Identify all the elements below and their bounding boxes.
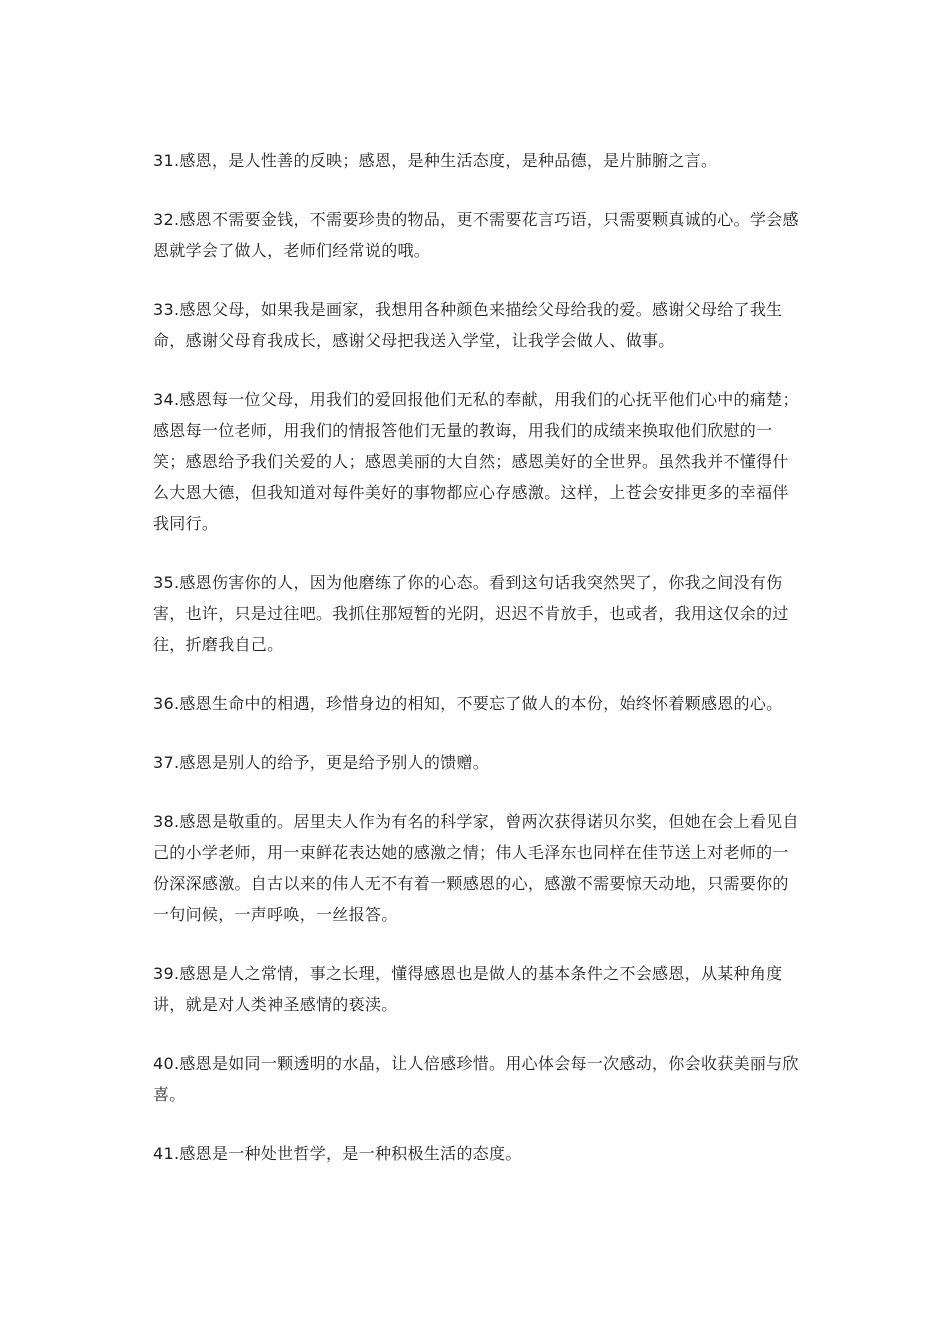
paragraph-38: 38.感恩是敬重的。居里夫人作为有名的科学家，曾两次获得诺贝尔奖，但她在会上看见自己的小学老师，用一束鲜花表达她的感激之情；伟人毛泽东也同样在佳节送上对老师的一份深深感激。自古以来的伟人无不有着一颗感恩的心，感激不需要惊天动地，只需要你的一句问候，一声呼唤，一丝报答。 bbox=[153, 812, 799, 924]
document-body bbox=[153, 145, 801, 1197]
paragraph-39: 39.感恩是人之常情，事之长理，懂得感恩也是做人的基本条件之不会感恩，从某种角度讲，就是对人类神圣感情的亵渎。 bbox=[153, 964, 783, 1014]
paragraph-32: 32.感恩不需要金钱，不需要珍贵的物品，更不需要花言巧语，只需要颗真诚的心。学会感恩就学会了做人，老师们经常说的哦。 bbox=[153, 210, 799, 260]
paragraph-31: 31.感恩，是人性善的反映；感恩，是种生活态度，是种品德，是片肺腑之言。 bbox=[153, 151, 718, 170]
paragraph-35: 35.感恩伤害你的人，因为他磨练了你的心态。看到这句话我突然哭了，你我之间没有伤害，也许，只是过往吧。我抓住那短暂的光阴，迟迟不肯放手，也或者，我用这仅余的过往，折磨我自己。 bbox=[153, 573, 789, 654]
paragraph-34: 34.感恩每一位父母，用我们的爱回报他们无私的奉献，用我们的心抚平他们心中的痛楚；感恩每一位老师，用我们的情报答他们无量的教诲，用我们的成绩来换取他们欣慰的一笑；感恩给予我们关爱的人；感恩美丽的大自然；感恩美好的全世界。虽然我并不懂得什么大恩大德，但我知道对每件美好的事物都应心存感激。这样，上苍会安排更多的幸福伴我同行。 bbox=[153, 390, 799, 533]
paragraph-40: 40.感恩是如同一颗透明的水晶，让人倍感珍惜。用心体会每一次感动，你会收获美丽与欣喜。 bbox=[153, 1054, 799, 1104]
paragraph-37: 37.感恩是别人的给予，更是给予别人的馈赠。 bbox=[153, 753, 490, 772]
paragraph-36: 36.感恩生命中的相遇，珍惜身边的相知，不要忘了做人的本份，始终怀着颗感恩的心。 bbox=[153, 694, 783, 713]
paragraph-33: 33.感恩父母，如果我是画家，我想用各种颜色来描绘父母给我的爱。感谢父母给了我生命，感谢父母育我成长，感谢父母把我送入学堂，让我学会做人、做事。 bbox=[153, 300, 783, 350]
paragraph-41: 41.感恩是一种处世哲学，是一种积极生活的态度。 bbox=[153, 1144, 522, 1163]
